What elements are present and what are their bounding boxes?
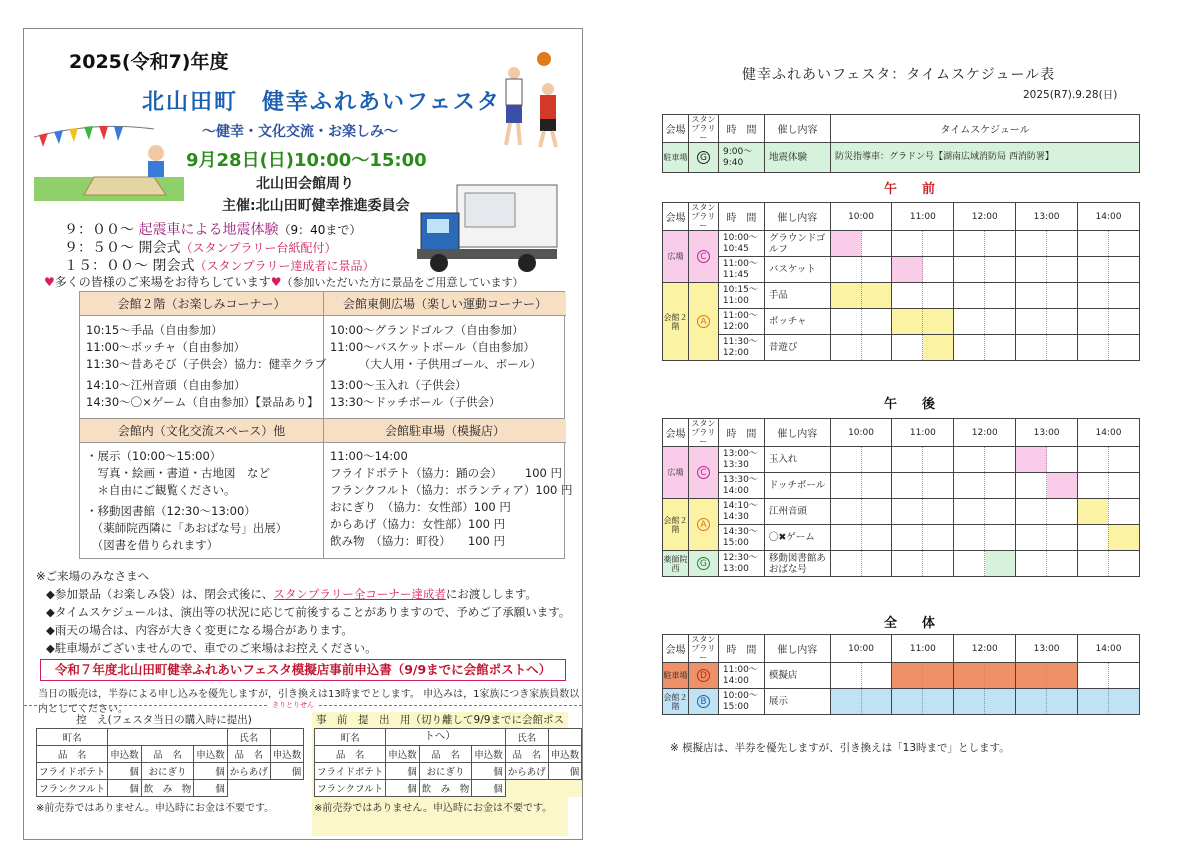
time-slot (1047, 335, 1078, 361)
time-cell: 12:30～13:00 (718, 551, 764, 577)
stamp-d-icon: D (697, 669, 710, 682)
time-slot (1077, 447, 1108, 473)
time-slot (892, 283, 923, 309)
time-slot (985, 499, 1016, 525)
time-slot (1016, 525, 1047, 551)
flyer-place: 北山田会館周り (256, 176, 354, 192)
flyer-year: 2025(令和7)年度 (69, 51, 229, 73)
time-slot (1016, 447, 1047, 473)
morning-row (663, 309, 1140, 335)
time-slot (1108, 447, 1139, 473)
time-slot (1108, 525, 1139, 551)
time-slot (892, 231, 923, 257)
time-slot (892, 499, 923, 525)
time-slot (985, 335, 1016, 361)
name-field[interactable] (548, 729, 582, 746)
time-slot (1077, 551, 1108, 577)
afternoon-row (663, 447, 1140, 473)
time-cell: 11:30～12:00 (718, 335, 764, 361)
time-slot (892, 257, 923, 283)
top-schedule-table: 会場 スタンプラリー 時 間 催し内容 タイムスケジュール 駐車場 G 9:00～9:40 地震体験 防災指導車：グラドン号【湖南広域消防局 西消防署】 (662, 114, 1140, 173)
time-slot (1047, 473, 1078, 499)
time-slot (1047, 309, 1078, 335)
time-slot (923, 335, 954, 361)
events-header-plaza: 会館東側広場（楽しい運動コーナー） (324, 292, 566, 316)
time-slot (861, 525, 892, 551)
time-slot (830, 283, 861, 309)
time-slot (1016, 309, 1047, 335)
hour-label: 12:00 (954, 203, 1016, 231)
time-slot (892, 551, 923, 577)
schedule-footnote: ※ 模擬店は、半券を優先しますが、引き換えは「13時まで」とします。 (670, 742, 1010, 754)
flyer-title: 北山田町 健幸ふれあいフェスタ (142, 90, 501, 115)
time-slot (1108, 473, 1139, 499)
time-cell: 11:00～11:45 (718, 257, 764, 283)
stamp-c-icon: C (697, 250, 710, 263)
time-slot (1016, 689, 1047, 715)
venue-cell: 広場 (663, 447, 689, 499)
time-slot (1077, 231, 1108, 257)
program-item: ９：００～ 起震車による地震体験（9：40まで） (64, 222, 362, 238)
form-copy-header: 控 え(フェスタ当日の購入時に提出) (76, 714, 252, 726)
time-slot (1016, 663, 1047, 689)
event-cell: 手品 (764, 283, 830, 309)
time-slot (1047, 283, 1078, 309)
hour-label: 13:00 (1016, 419, 1078, 447)
time-slot (861, 283, 892, 309)
time-slot (1108, 335, 1139, 361)
cut-label: きりとりせん (269, 700, 317, 710)
stall-item: からあげ（協力：女性部） 100 円 (330, 517, 506, 531)
stall-item: おにぎり （協力：女性部） 100 円 (330, 500, 511, 514)
hour-label: 14:00 (1077, 203, 1139, 231)
afternoon-row (663, 525, 1140, 551)
program-item: ９：５０～ 開会式（スタンプラリー台紙配付） (64, 240, 337, 256)
events-list-hall: ・展示（10:00～15:00） 写真・絵画・書道・古地図 など ＊自由にご観覧ください。 ・移動図書館（12:30～13:00） （薬師院西隣に「あおばな号」出展） （図書を借りられます） (86, 449, 288, 552)
time-slot (954, 525, 985, 551)
event-cell: バスケット (764, 257, 830, 283)
time-slot (954, 335, 985, 361)
time-slot (892, 309, 923, 335)
time-slot (923, 231, 954, 257)
section-afternoon: 午 後 (884, 397, 942, 412)
afternoon-row (663, 473, 1140, 499)
stamp-a-icon: A (697, 315, 710, 328)
time-cell: 10:00～10:45 (718, 231, 764, 257)
overall-row (663, 663, 1140, 689)
time-slot (892, 663, 923, 689)
time-slot (1077, 257, 1108, 283)
time-slot (1077, 309, 1108, 335)
time-cell: 10:15～11:00 (718, 283, 764, 309)
time-cell: 14:30～15:00 (718, 525, 764, 551)
event-cell: 昔遊び (764, 335, 830, 361)
time-slot (830, 335, 861, 361)
time-slot (830, 689, 861, 715)
morning-row (663, 283, 1140, 309)
time-slot (861, 663, 892, 689)
visitor-notes: ※ご来場のみなさまへ ◆参加景品（お楽しみ袋）は、閉会式後に、スタンプラリー全コーナー達成者にお渡しします。 ◆タイムスケジュールは、演出等の状況に応じて前後することがありますので、予めご了承願います。 ◆雨天の場合は、内容が大きく変更になる場合があります。 ◆駐車場がございませんので、車でのご来場はお控えください。 (36, 569, 571, 655)
time-cell: 11:00～12:00 (718, 309, 764, 335)
time-slot (1077, 473, 1108, 499)
stall-item: フライドポテト（協力：踊の会） 100 円 (330, 466, 562, 480)
time-slot (954, 473, 985, 499)
time-slot (1016, 257, 1047, 283)
festival-flyer (23, 28, 583, 840)
basketball-players-illustration (492, 49, 576, 149)
hour-label: 13:00 (1016, 635, 1078, 663)
event-cell: 玉入れ (764, 447, 830, 473)
event-cell: ドッチボール (764, 473, 830, 499)
hour-label: 11:00 (892, 203, 954, 231)
time-slot (985, 473, 1016, 499)
stamp-c-icon: C (697, 466, 710, 479)
time-cell: 11:00～14:00 (718, 663, 764, 689)
venue-cell: 会館２階 (663, 689, 689, 715)
time-slot (1016, 499, 1047, 525)
name-field[interactable] (270, 729, 304, 746)
time-slot (830, 663, 861, 689)
section-morning: 午 前 (884, 182, 942, 197)
schedule-date: 2025(R7).9.28(日) (1023, 89, 1118, 101)
time-slot (830, 309, 861, 335)
time-cell: 13:30～14:00 (718, 473, 764, 499)
time-slot (1047, 551, 1078, 577)
form-table: 町名 氏名 品 名 申込数 品 名 申込数 品 名 申込数 フライドポテト 個 おにぎり 個 からあげ 個 フランクフルト 個 飲 み 物 個 (314, 728, 582, 797)
time-slot (861, 335, 892, 361)
time-slot (861, 257, 892, 283)
time-slot (923, 663, 954, 689)
time-slot (954, 499, 985, 525)
kids-game-illustration (34, 121, 184, 201)
time-slot (830, 447, 861, 473)
time-slot (1108, 689, 1139, 715)
time-slot (954, 551, 985, 577)
time-slot (1016, 473, 1047, 499)
event-cell: 江州音頭 (764, 499, 830, 525)
event-grid (79, 291, 573, 559)
form-submit-header: 事 前 提 出 用（切り離して9/9までに会館ポストへ） (316, 714, 564, 742)
time-slot (1108, 499, 1139, 525)
venue-cell: 広場 (663, 231, 689, 283)
time-slot (923, 551, 954, 577)
heart-icon: ♥ (44, 275, 55, 289)
time-slot (1077, 689, 1108, 715)
time-slot (1047, 525, 1078, 551)
time-slot (861, 551, 892, 577)
time-slot (861, 447, 892, 473)
time-slot (1108, 231, 1139, 257)
time-slot (830, 231, 861, 257)
afternoon-row (663, 499, 1140, 525)
time-slot (985, 283, 1016, 309)
hour-label: 13:00 (1016, 203, 1078, 231)
time-slot (1047, 447, 1078, 473)
hour-label: 11:00 (892, 635, 954, 663)
flyer-host: 主催:北山田町健幸推進委員会 (222, 198, 410, 214)
time-slot (954, 447, 985, 473)
section-overall: 全 体 (884, 616, 942, 631)
time-slot (923, 283, 954, 309)
time-slot (1016, 551, 1047, 577)
time-slot (830, 525, 861, 551)
time-slot (985, 231, 1016, 257)
time-slot (1077, 499, 1108, 525)
time-slot (861, 689, 892, 715)
time-slot (954, 663, 985, 689)
hour-label: 14:00 (1077, 419, 1139, 447)
time-slot (1047, 663, 1078, 689)
town-field[interactable] (108, 729, 228, 746)
time-slot (1108, 257, 1139, 283)
time-slot (923, 499, 954, 525)
time-slot (1016, 231, 1047, 257)
time-slot (892, 689, 923, 715)
order-form-copy: 控 え(フェスタ当日の購入時に提出) 町名 氏名 品 名 申込数 品 名 申込数 品 名 申込数 フライドポテト 個 おにぎり 個 からあげ 個 フランクフルト 個 飲 み 物 個 ※前売券ではありません。申込時にお金は不要です。 (36, 712, 292, 836)
stamp-a-icon: A (697, 518, 710, 531)
event-cell: 移動図書館あおばな号 (764, 551, 830, 577)
time-slot (1047, 499, 1078, 525)
time-slot (923, 257, 954, 283)
time-slot (923, 447, 954, 473)
time-slot (861, 473, 892, 499)
time-slot (1047, 231, 1078, 257)
time-slot (985, 309, 1016, 335)
schedule-title: 健幸ふれあいフェスタ：タイムスケジュール表 (742, 67, 1056, 83)
time-slot (1047, 689, 1078, 715)
time-slot (861, 309, 892, 335)
events-list-stalls: 11:00～14:00 フライドポテト（協力：踊の会） 100 円 フランクフルト（協力：ボランティア） 100 円 おにぎり （協力：女性部） 100 円 からあげ（協力：女性部） 100 円 飲み物 （協力：町役） 100 円 (330, 449, 573, 548)
time-slot (923, 525, 954, 551)
time-slot (1108, 551, 1139, 577)
hour-label: 12:00 (954, 419, 1016, 447)
time-slot (985, 447, 1016, 473)
time-slot (985, 525, 1016, 551)
time-slot (892, 335, 923, 361)
time-slot (954, 257, 985, 283)
time-slot (830, 499, 861, 525)
time-slot (923, 309, 954, 335)
quake-truck-illustration (417, 177, 567, 277)
morning-row (663, 335, 1140, 361)
time-slot (1108, 309, 1139, 335)
time-slot (861, 499, 892, 525)
form-table: 町名 氏名 品 名 申込数 品 名 申込数 品 名 申込数 フライドポテト 個 おにぎり 個 からあげ 個 フランクフルト 個 飲 み 物 個 (36, 728, 304, 797)
time-slot (954, 231, 985, 257)
time-slot (923, 473, 954, 499)
hour-label: 12:00 (954, 635, 1016, 663)
stamp-b-icon: B (697, 695, 710, 708)
time-slot (892, 447, 923, 473)
time-slot (985, 257, 1016, 283)
time-slot (923, 689, 954, 715)
events-header-2f: 会館２階（お楽しみコーナー） (80, 292, 323, 316)
preorder-note: 当日の販売は，半券による申し込みを優先しますが，引き換えは13時までとします。 申込みは，1家族につき家族員数以内としてください。 (38, 689, 580, 715)
event-cell: ボッチャ (764, 309, 830, 335)
event-cell: 展示 (764, 689, 830, 715)
hour-label: 10:00 (830, 203, 892, 231)
hour-label: 14:00 (1077, 635, 1139, 663)
overall-table: 会場 スタンプラリー 時 間 催し内容 10:00 11:00 12:00 13:00 14:00 駐車場 D 11:00～14:00 模擬店 会館２階 B 10:00～15:00 展示 (662, 634, 1140, 715)
hour-label: 10:00 (830, 419, 892, 447)
venue-cell: 会館２階 (663, 499, 689, 551)
stall-item: 飲み物 （協力：町役） 100 円 (330, 534, 505, 548)
flyer-subtitle: ～健幸・文化交流・お楽しみ～ (202, 124, 398, 140)
program-item: １５：００～ 閉会式（スタンプラリー達成者に景品） (64, 258, 375, 274)
stamp-g-icon: G (697, 557, 710, 570)
hour-label: 11:00 (892, 419, 954, 447)
heart-icon: ♥ (270, 275, 282, 289)
flyer-date: 9月28日(日)10:00～15:00 (186, 150, 427, 171)
time-slot (1108, 283, 1139, 309)
time-slot (954, 689, 985, 715)
morning-table: 会場 スタンプラリー 時 間 催し内容 10:00 11:00 12:00 13:00 14:00 広場 C 10:00～10:45 グラウンドゴルフ 11:00～11:45 バスケット 会館２階 A 10:15～11:00 手品 11:00～12:00 ボッチャ 11:30～12:00 昔遊び (662, 202, 1140, 361)
events-list-plaza: 10:00～グランドゴルフ（自由参加） 11:00～バスケットボール（自由参加） （大人用・子供用ゴール、ボール） 13:00～玉入れ（子供会） 13:30～ドッチボール（子供会） (330, 323, 542, 409)
stamp-g-icon: G (697, 151, 710, 164)
time-slot (1077, 335, 1108, 361)
time-slot (1108, 663, 1139, 689)
overall-row (663, 689, 1140, 715)
time-slot (1077, 283, 1108, 309)
event-cell: グラウンドゴルフ (764, 231, 830, 257)
time-cell: 10:00～15:00 (718, 689, 764, 715)
time-cell: 14:10～14:30 (718, 499, 764, 525)
time-slot (985, 689, 1016, 715)
time-slot (892, 525, 923, 551)
venue-cell: 駐車場 (663, 663, 689, 689)
time-slot (830, 257, 861, 283)
time-slot (985, 663, 1016, 689)
afternoon-table: 会場 スタンプラリー 時 間 催し内容 10:00 11:00 12:00 13:00 14:00 広場 C 13:00～13:30 玉入れ 13:30～14:00 ドッチボール 会館２階 A 14:10～14:30 江州音頭 14:30～15:00 〇✖ゲーム 薬師院西 G 12:30～13:00 移動図書館あおばな号 (662, 418, 1140, 577)
event-cell: 模擬店 (764, 663, 830, 689)
morning-row (663, 231, 1140, 257)
afternoon-row (663, 551, 1140, 577)
preorder-banner: 令和７年度北山田町健幸ふれあいフェスタ模擬店事前申込書（9/9までに会館ポストへ） (40, 659, 566, 681)
time-slot (1077, 525, 1108, 551)
time-slot (1047, 257, 1078, 283)
events-header-hall: 会館内（文化交流スペース）他 (80, 419, 323, 443)
welcome-message: ♥多くの皆様のご来場をお待ちしています♥（参加いただいた方に景品をご用意しています） (44, 275, 524, 289)
event-cell: 〇✖ゲーム (764, 525, 830, 551)
events-list-2f: 10:15～手品（自由参加） 11:00～ボッチャ（自由参加） 11:30～昔あそび（子供会）協力：健幸クラブ 14:10～江州音頭（自由参加） 14:30～〇×ゲーム（自由参加）【景品あり】 (86, 323, 327, 409)
venue-cell: 薬師院西 (663, 551, 689, 577)
time-slot (892, 473, 923, 499)
venue-cell: 会館２階 (663, 283, 689, 361)
time-slot (954, 309, 985, 335)
time-slot (1077, 663, 1108, 689)
order-form-submit: 事 前 提 出 用（切り離して9/9までに会館ポストへ） 町名 氏名 品 名 申込数 品 名 申込数 品 名 申込数 フライドポテト 個 おにぎり 個 からあげ 個 フランクフルト 個 飲 み 物 個 ※前売券ではありません。申込時にお金は不要です。 (312, 712, 568, 836)
time-slot (985, 551, 1016, 577)
time-slot (830, 473, 861, 499)
hour-label: 10:00 (830, 635, 892, 663)
morning-row (663, 257, 1140, 283)
time-slot (861, 231, 892, 257)
time-cell: 13:00～13:30 (718, 447, 764, 473)
time-slot (1016, 283, 1047, 309)
time-slot (954, 283, 985, 309)
events-header-parking: 会館駐車場（模擬店） (324, 419, 566, 443)
time-slot (1016, 335, 1047, 361)
time-slot (830, 551, 861, 577)
stall-item: フランクフルト（協力：ボランティア） 100 円 (330, 483, 573, 497)
